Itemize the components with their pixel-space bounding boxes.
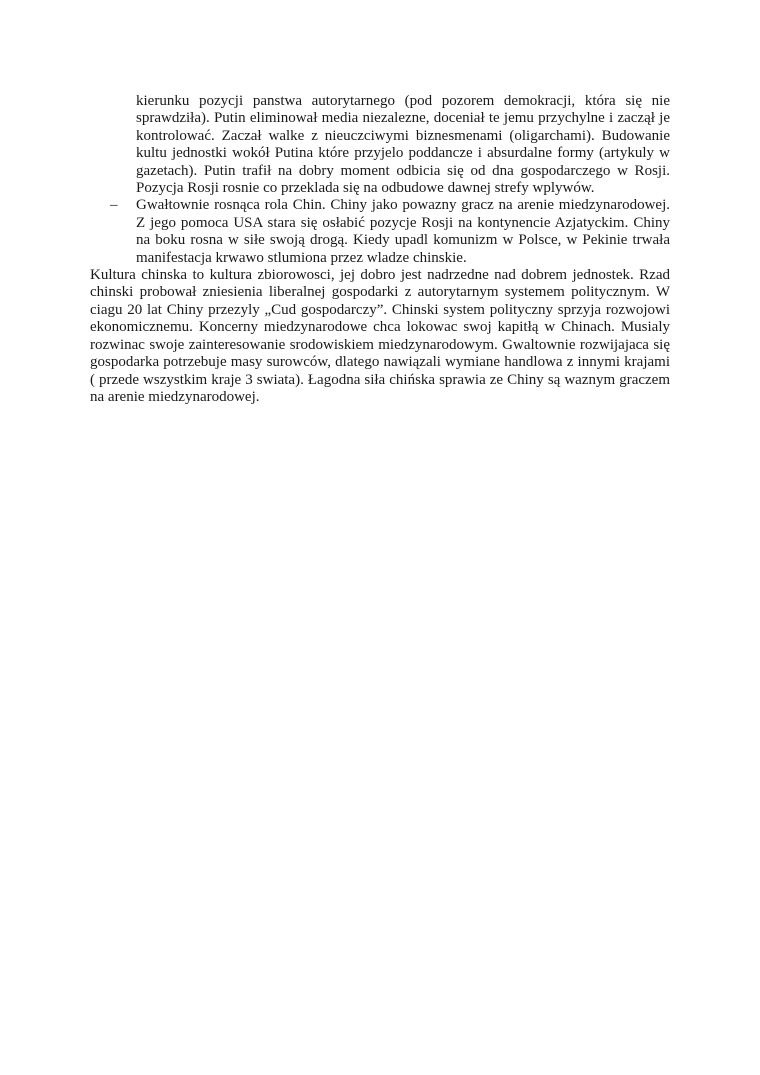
document-body (90, 93, 670, 406)
dash-bullet: – (110, 197, 118, 214)
list-item-text: Gwałtownie rosnąca rola Chin. Chiny jako powazny gracz na arenie miedzynarodowej. Z jego pomoca USA stara się osłabić pozycje Rosji na kontynencie Azjatyckim. Chiny na boku rosna w siłe swoją drogą. Kiedy upadl komunizm w Polsce, w Pekinie trwała manifestacja krwawo stlumiona przez wladze chinskie. (136, 197, 670, 266)
list-item-china (110, 197, 670, 267)
dash-list (90, 93, 670, 267)
paragraph-chinese-culture: Kultura chinska to kultura zbiorowosci, jej dobro jest nadrzedne nad dobrem jednostek. Rzad chinski probował zniesienia liberalnej gospodarki z autorytarnym systemem politycznym. W ciagu 20 lat Chiny przezyly „Cud gospodarczy”. Chinski system polityczny sprzyja rozwojowi ekonomicznemu. Koncerny miedzynarodowe chca lokowac swoj kapitłą w Chinach. Musialy rozwinac swoje zainteresowanie srodowiskiem miedzynarodowym. Gwaltownie rozwijajaca się gospodarka potrzebuje masy surowców, dlatego nawiązali wymiane handlowa z innymi krajami ( przede wszystkim kraje 3 swiata). Łagodna siła chińska sprawia ze Chiny są waznym graczem na arenie miedzynarodowej. (90, 267, 670, 405)
list-item-continuation: kierunku pozycji panstwa autorytarnego (pod pozorem demokracji, która się nie sprawdziła). Putin eliminował media niezalezne, doceniał te jemu przychylne i zaczął je kontrolować. Zaczał walke z nieuczciwymi biznesmenami (oligarchami). Budowanie kultu jednostki wokół Putina które przyjelo poddancze i absurdalne formy (artykuly w gazetach). Putin trafił na dobry moment odbicia się od dna gospodarczego w Rosji. Pozycja Rosji rosnie co przeklada się na odbudowe dawnej strefy wplywów. (136, 93, 670, 197)
